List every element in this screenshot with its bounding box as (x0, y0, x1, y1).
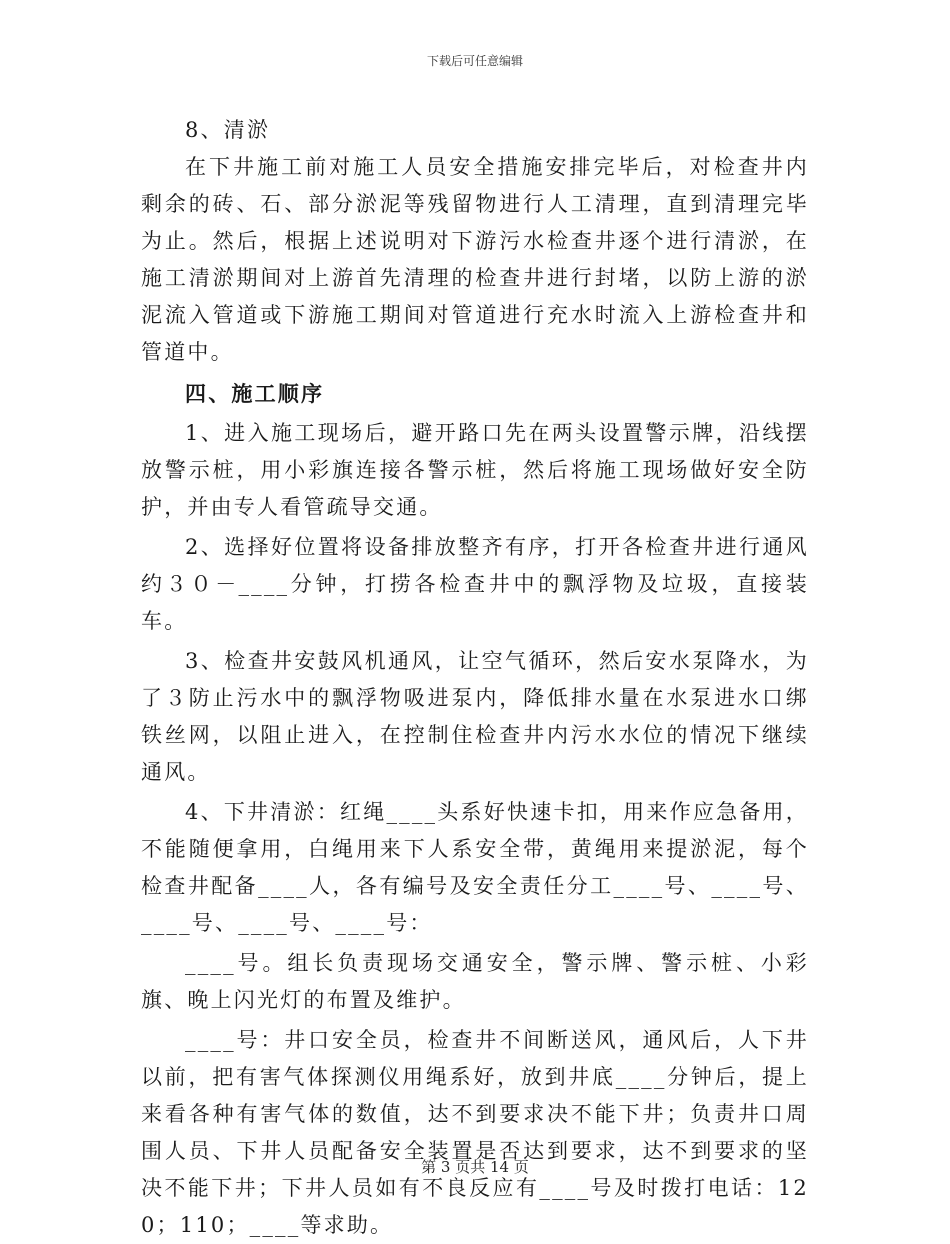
page-header-note: 下载后可任意编辑 (426, 54, 523, 68)
item-8-title: 8、清淤 (185, 118, 271, 142)
step-2-paragraph: 2、选择好位置将设备排放整齐有序，打开各检查井进行通风约３０－____分钟，打捞各检查井中的飘浮物及垃圾，直接装车。 (141, 535, 809, 633)
item-8-paragraph: 在下井施工前对施工人员安全措施安排完毕后，对检查井内剩余的砖、石、部分淤泥等残留物进行人工清理，直到清理完毕为止。然后，根据上述说明对下游污水检查井逐个进行清淤，在施工清淤期间对上游首先清理的检查井进行封堵，以防上游的淤泥流入管道或下游施工期间对管道进行充水时流入上游检查井和管道中。 (141, 155, 809, 364)
document-body (141, 112, 809, 1244)
section-4-heading: 四、施工顺序 (185, 381, 325, 406)
step-3-paragraph: 3、检查井安鼓风机通风，让空气循环，然后安水泵降水，为了３防止污水中的飘浮物吸进泵内，降低排水量在水泵进水口绑铁丝网，以阻止进入，在控制住检查井内污水水位的情况下继续通风。 (141, 649, 809, 784)
step-1-paragraph: 1、进入施工现场后，避开路口先在两头设置警示牌，沿线摆放警示桩，用小彩旗连接各警示桩，然后将施工现场做好安全防护，并由专人看管疏导交通。 (141, 421, 809, 519)
page-number-footer: 第 3 页共 14 页 (421, 1158, 529, 1176)
role-leader-paragraph: ____号。组长负责现场交通安全，警示牌、警示桩、小彩旗、晚上闪光灯的布置及维护。 (141, 951, 809, 1012)
role-safety-officer-paragraph: ____号：井口安全员，检查井不间断送风，通风后，人下井以前，把有害气体探测仪用绳系好，放到井底____分钟后，提上来看各种有害气体的数值，达不到要求决不能下井；负责井口周围人员、下井人员配备安全装置是否达到要求，达不到要求的坚决不能下井；下井人员如有不良反应有____号及时拨打电话：120；110；____等求助。 (141, 1028, 809, 1237)
step-4-paragraph: 4、下井清淤：红绳____头系好快速卡扣，用来作应急备用，不能随便拿用，白绳用来下人系安全带，黄绳用来提淤泥，每个检查井配备____人，各有编号及安全责任分工____号、____号、____号、____号、____号： (141, 800, 809, 935)
